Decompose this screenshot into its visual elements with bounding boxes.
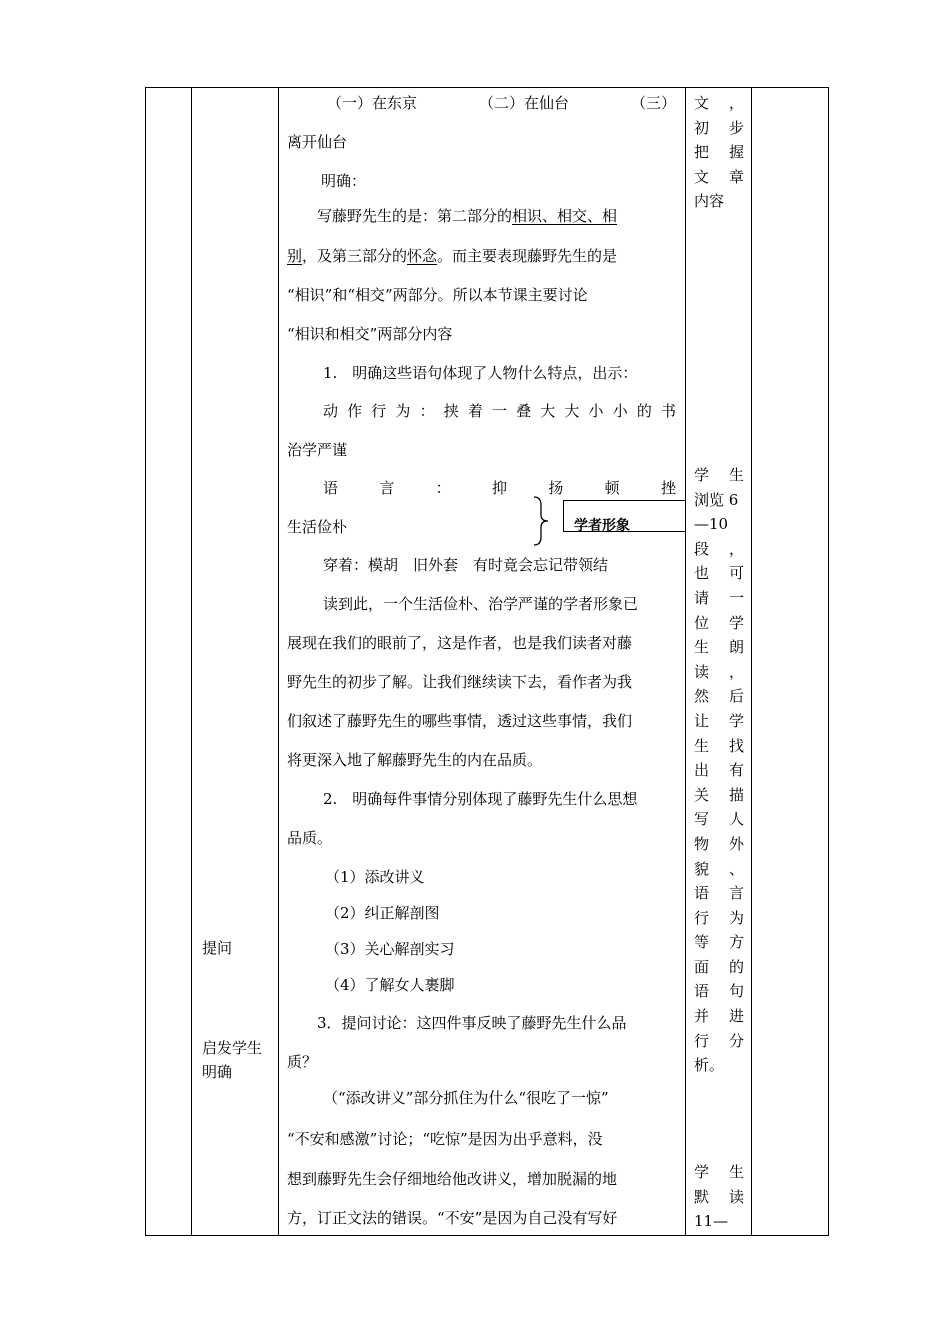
- action-char: 大: [564, 402, 580, 420]
- note-text: 有: [728, 761, 744, 780]
- part-3-continuation: 离开仙台: [287, 133, 348, 151]
- note-text: ，: [728, 662, 744, 681]
- speech-char: 挫: [660, 479, 676, 497]
- clarify-underline-1: 相识、相交、相: [512, 207, 618, 225]
- note-text: 、: [728, 859, 744, 878]
- note-text: 学: [694, 466, 710, 484]
- student-note-2: [694, 463, 744, 1078]
- note-row: [694, 832, 744, 857]
- note-text: 行: [694, 1031, 710, 1050]
- note-row: [694, 611, 744, 636]
- speech-char: ：: [435, 479, 451, 497]
- note-row: [694, 116, 744, 141]
- question-2-line1: 2. 明确每件事情分别体现了藤野先生什么思想: [323, 790, 638, 808]
- note-row: [694, 783, 744, 808]
- clarify-paragraph-line4: “相识和相交”两部分内容: [287, 325, 453, 343]
- content-column: [279, 88, 686, 1236]
- reading-paragraph-line3: 野先生的初步了解。让我们继续读下去，看作者为我: [287, 673, 633, 691]
- note-text: 关: [694, 785, 710, 804]
- student-note-1: [694, 91, 744, 214]
- note-text: 把: [694, 143, 710, 162]
- action-char: 作: [347, 402, 363, 420]
- note-row: [694, 660, 744, 685]
- question-2-line2: 品质。: [287, 829, 333, 847]
- note-row: [694, 561, 744, 586]
- method-question-label: 提问: [202, 939, 233, 957]
- note-text: 人: [728, 810, 744, 829]
- note-text: 握: [728, 143, 744, 162]
- event-4: （4）了解女人裹脚: [325, 976, 455, 994]
- clarify-underline-1b: 别: [287, 247, 303, 265]
- clarify-underline-2: 怀念: [407, 247, 438, 265]
- note-text: 言: [728, 884, 744, 903]
- part-1-label: （一）在东京: [327, 94, 418, 112]
- note-text: 等: [694, 933, 710, 952]
- discussion-line2: “不安和感激”讨论；“吃惊”是因为出乎意料，没: [287, 1130, 603, 1148]
- note-row: [694, 140, 744, 165]
- action-char: 小: [612, 402, 628, 420]
- note-text: 学: [728, 711, 744, 730]
- note-text: 可: [728, 564, 744, 583]
- note-text: 朗: [728, 638, 744, 657]
- student-activity-column: [686, 88, 752, 1236]
- reading-paragraph-line4: 们叙述了藤野先生的哪些事情，透过这些事情，我们: [287, 712, 633, 730]
- action-char: 书: [660, 402, 676, 420]
- question-3-line2: 质？: [287, 1053, 318, 1071]
- part-3-label: （三）: [631, 94, 677, 112]
- speech-char: 语: [323, 479, 339, 497]
- note-text: 11—: [694, 1212, 729, 1231]
- method-inspire-line1: 启发学生: [202, 1039, 263, 1057]
- note-text: 出: [694, 761, 710, 780]
- note-text: —10: [694, 515, 729, 534]
- note-text: 章: [728, 167, 744, 186]
- note-text: 内容: [694, 192, 725, 211]
- action-char: 为: [395, 402, 411, 420]
- note-text: 并: [694, 1007, 710, 1026]
- note-text: 生: [694, 736, 710, 755]
- question-3-line1: 3．提问讨论：这四件事反映了藤野先生什么品: [317, 1014, 627, 1032]
- speech-line: [323, 478, 676, 498]
- speech-char: 抑: [491, 479, 507, 497]
- curly-brace-icon: [531, 495, 551, 547]
- note-text: 的: [728, 957, 744, 976]
- event-1: （1）添改讲义: [325, 868, 425, 886]
- note-row: [694, 758, 744, 783]
- note-text: 步: [728, 118, 744, 137]
- lesson-plan-table: [145, 87, 829, 1236]
- clarify-paragraph-line3: “相识”和“相交”两部分。所以本节课主要讨论: [287, 286, 588, 304]
- note-text: 析。: [694, 1056, 725, 1075]
- note-row: [694, 463, 744, 488]
- reading-paragraph-line5: 将更深入地了解藤野先生的内在品质。: [287, 751, 543, 769]
- speech-char: 言: [379, 479, 395, 497]
- note-row: [694, 906, 744, 931]
- reading-paragraph-line1: 读到此，一个生活俭朴、治学严谨的学者形象已: [323, 595, 639, 613]
- note-text: 读: [728, 1187, 744, 1206]
- action-char: 大: [540, 402, 556, 420]
- note-row: [694, 1185, 744, 1210]
- note-text: 面: [694, 957, 710, 976]
- speech-char: 顿: [604, 479, 620, 497]
- speech-char: 扬: [548, 479, 564, 497]
- note-row: [694, 930, 744, 955]
- note-row: [694, 807, 744, 832]
- discussion-line1: （“添改讲义”部分抓住为什么“很吃了一惊”: [323, 1089, 609, 1107]
- note-row: [694, 1160, 744, 1185]
- note-row: [694, 1004, 744, 1029]
- event-3: （3）关心解剖实习: [325, 940, 455, 958]
- note-text: 方: [728, 933, 744, 952]
- action-char: 叠: [516, 402, 532, 420]
- note-row: [694, 709, 744, 734]
- note-text: ，: [728, 539, 744, 558]
- note-row: [694, 165, 744, 190]
- note-row: [694, 537, 744, 562]
- clarify-text-a: 写藤野先生的是：第二部分的: [317, 207, 513, 225]
- note-row: [694, 635, 744, 660]
- scholar-image-label: 学者形象: [574, 518, 630, 534]
- clarify-paragraph-line1: [317, 206, 617, 226]
- note-text: 初: [694, 118, 710, 137]
- note-row: [694, 512, 744, 537]
- note-row: [694, 881, 744, 906]
- note-row: [694, 1053, 744, 1078]
- note-row: [694, 979, 744, 1004]
- note-text: 语: [694, 982, 710, 1001]
- event-2: （2）纠正解剖图: [325, 904, 440, 922]
- action-char: ：: [419, 402, 435, 420]
- scholar-image-box: [563, 500, 685, 532]
- note-text: 浏览 6: [694, 490, 739, 509]
- note-text: 语: [694, 884, 710, 903]
- dress-line: 穿着：模胡 旧外套 有时竟会忘记带领结: [323, 556, 609, 574]
- discussion-line4: 方，订正文法的错误。“不安”是因为自己没有写好: [287, 1209, 618, 1227]
- note-row: [694, 1209, 744, 1234]
- clarify-text-c: 。而主要表现藤野先生的是: [437, 247, 618, 265]
- note-text: 找: [728, 736, 744, 755]
- speech-trait: 生活俭朴: [287, 518, 348, 536]
- note-text: 然: [694, 687, 710, 706]
- note-row: [694, 955, 744, 980]
- note-text: 请: [694, 588, 710, 607]
- question-1: 1. 明确这些语句体现了人物什么特点，出示：: [323, 364, 638, 382]
- note-row: [694, 488, 744, 513]
- note-row: [694, 1029, 744, 1054]
- discussion-line3: 想到藤野先生会仔细地给他改讲义，增加脱漏的地: [287, 1170, 618, 1188]
- action-char: 小: [588, 402, 604, 420]
- note-text: 学: [694, 1163, 710, 1181]
- note-text: 生: [728, 1163, 744, 1181]
- note-row: [694, 857, 744, 882]
- note-text: 位: [694, 613, 710, 632]
- method-inspire-line2: 明确: [202, 1063, 233, 1081]
- note-text: 学: [728, 613, 744, 632]
- action-char: 行: [371, 402, 387, 420]
- note-text: 读: [694, 662, 710, 681]
- note-text: 为: [728, 908, 744, 927]
- note-text: 生: [694, 638, 710, 657]
- note-row: [694, 586, 744, 611]
- note-row: [694, 684, 744, 709]
- note-text: 描: [728, 785, 744, 804]
- note-text: 文: [694, 167, 710, 186]
- note-text: 貌: [694, 859, 710, 878]
- note-text: 文: [694, 94, 710, 112]
- reading-paragraph-line2: 展现在我们的眼前了，这是作者，也是我们读者对藤: [287, 634, 633, 652]
- action-char: 动: [323, 402, 339, 420]
- action-trait: 治学严谨: [287, 441, 348, 459]
- note-text: 行: [694, 908, 710, 927]
- action-char: 挟: [443, 402, 459, 420]
- note-row: [694, 189, 744, 214]
- note-text: 外: [728, 834, 744, 853]
- note-text: 一: [728, 588, 744, 607]
- note-text: 让: [694, 711, 710, 730]
- note-text: ，: [728, 94, 744, 112]
- blank-column-5: [752, 88, 829, 1236]
- note-text: 段: [694, 539, 710, 558]
- clarify-paragraph-line2: [287, 246, 617, 266]
- note-text: 物: [694, 834, 710, 853]
- note-text: 写: [694, 810, 710, 829]
- blank-column-1: [146, 88, 192, 1236]
- action-char: 的: [636, 402, 652, 420]
- note-text: 也: [694, 564, 710, 583]
- note-text: 生: [728, 466, 744, 484]
- note-text: 句: [728, 982, 744, 1001]
- student-note-3: [694, 1160, 744, 1234]
- method-column: [192, 88, 279, 1236]
- note-text: 进: [728, 1007, 744, 1026]
- action-char: 一: [491, 402, 507, 420]
- note-row: [694, 91, 744, 116]
- clarify-text-b: ，及第三部分的: [302, 247, 408, 265]
- part-2-label: （二）在仙台: [479, 94, 570, 112]
- note-row: [694, 734, 744, 759]
- note-text: 后: [728, 687, 744, 706]
- action-char: 着: [467, 402, 483, 420]
- note-text: 默: [694, 1187, 710, 1206]
- action-line: [323, 401, 676, 421]
- clarify-label: 明确：: [321, 172, 367, 190]
- note-text: 分: [728, 1031, 744, 1050]
